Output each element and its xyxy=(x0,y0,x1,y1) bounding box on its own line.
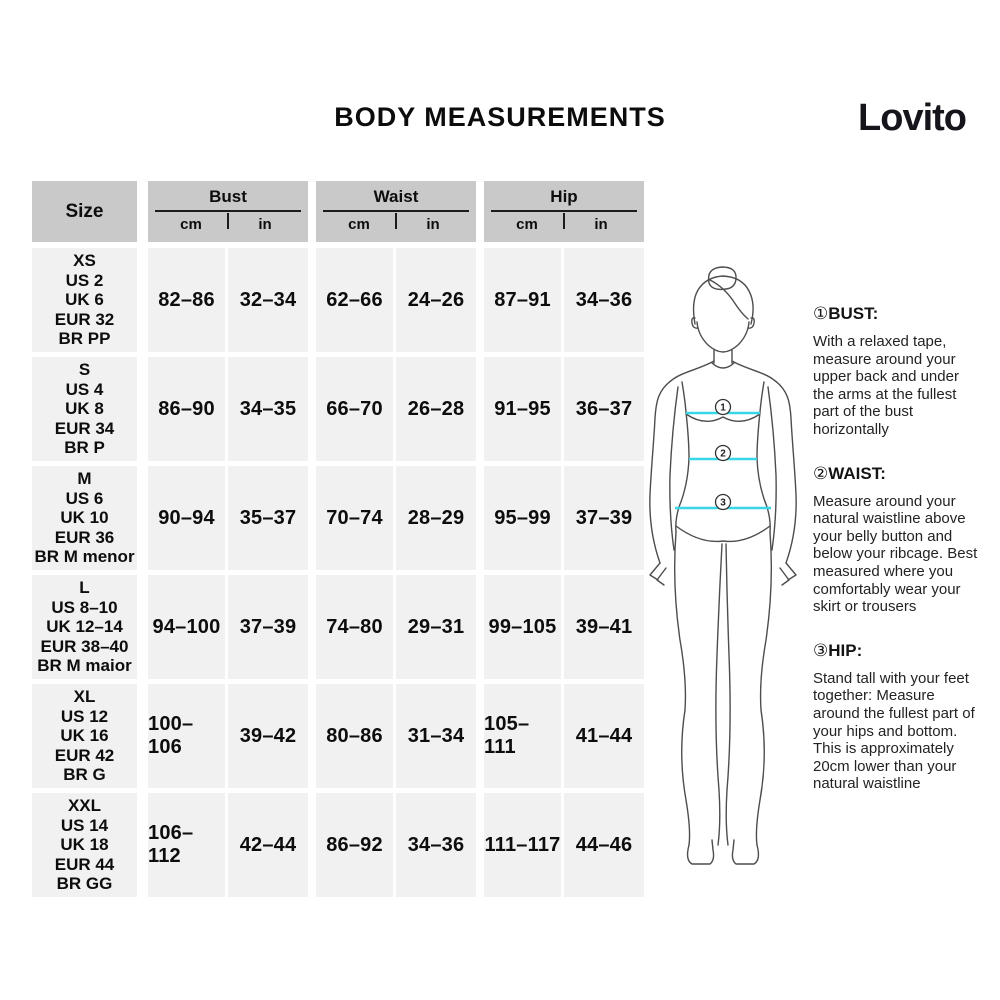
waist-column-group-header xyxy=(316,181,476,242)
size-line: EUR 42 xyxy=(54,745,115,765)
waist-cm-cell: 86–92 xyxy=(316,793,393,897)
waist-cm-cell: 62–66 xyxy=(316,248,393,352)
hip-cm-cell: 95–99 xyxy=(484,466,561,570)
waist-cm-cell: 66–70 xyxy=(316,357,393,461)
waist-guide-section xyxy=(813,464,983,616)
hair-sweep xyxy=(710,280,748,319)
waist-in-cell: 28–29 xyxy=(396,466,476,570)
waist-in-cell: 26–28 xyxy=(396,357,476,461)
left-foot xyxy=(688,840,714,864)
size-line: L xyxy=(79,578,90,598)
table-body xyxy=(32,248,644,897)
size-line: S xyxy=(78,360,91,380)
units-row xyxy=(491,210,637,236)
group-label: Hip xyxy=(550,187,578,206)
size-line: UK 8 xyxy=(65,399,104,419)
waist-guide-heading xyxy=(813,464,983,484)
size-cell xyxy=(32,575,137,679)
waist-cm-cell: 70–74 xyxy=(316,466,393,570)
group-label: Bust xyxy=(209,187,247,206)
bust-in-cell: 35–37 xyxy=(228,466,308,570)
hip-guide-section xyxy=(813,641,983,793)
hip-cm-cell: 105–111 xyxy=(484,684,561,788)
hip-cm-cell: 111–117 xyxy=(484,793,561,897)
units-row xyxy=(323,210,469,236)
size-line: EUR 32 xyxy=(54,309,115,329)
unit-in-label: in xyxy=(426,216,440,233)
size-line: US 12 xyxy=(60,706,109,726)
bust-in-cell: 39–42 xyxy=(228,684,308,788)
size-line: XXL xyxy=(67,796,102,816)
size-table xyxy=(32,181,644,902)
size-line: US 2 xyxy=(65,270,104,290)
waist-cm-cell: 80–86 xyxy=(316,684,393,788)
size-cell xyxy=(32,466,137,570)
size-line: M xyxy=(77,469,92,489)
measuring-guide xyxy=(813,304,983,818)
size-cell xyxy=(32,684,137,788)
body-outline xyxy=(650,267,796,864)
body-figure-svg xyxy=(630,260,800,890)
unit-in-label: in xyxy=(258,216,272,233)
size-line: BR G xyxy=(63,765,106,785)
waist-guide-label: WAIST: xyxy=(828,463,886,483)
face-outline xyxy=(697,322,749,352)
table-row xyxy=(32,466,644,570)
unit-cm-label: cm xyxy=(516,216,538,233)
body-figure-illustration xyxy=(630,260,800,890)
bust-guide-heading xyxy=(813,304,983,324)
waist-in-cell: 31–34 xyxy=(396,684,476,788)
size-column-header: Size xyxy=(32,181,137,242)
waist-in-cell: 29–31 xyxy=(396,575,476,679)
size-line: EUR 34 xyxy=(54,418,115,438)
unit-cm-label: cm xyxy=(348,216,370,233)
size-line: UK 6 xyxy=(65,290,104,310)
measure-markers xyxy=(716,400,731,510)
circled-2-icon: ② xyxy=(813,463,829,483)
size-line: XL xyxy=(73,687,96,707)
size-line: BR GG xyxy=(56,874,113,894)
table-row xyxy=(32,684,644,788)
bust-cm-cell: 106–112 xyxy=(148,793,225,897)
table-row xyxy=(32,357,644,461)
hip-in-cell: 44–46 xyxy=(564,793,644,897)
bust-in-cell: 34–35 xyxy=(228,357,308,461)
hip-cm-cell: 91–95 xyxy=(484,357,561,461)
marker-1-number: 1 xyxy=(720,402,726,414)
hip-cm-cell: 99–105 xyxy=(484,575,561,679)
bust-in-cell: 32–34 xyxy=(228,248,308,352)
table-row xyxy=(32,575,644,679)
left-hand xyxy=(650,563,666,585)
hip-in-cell: 34–36 xyxy=(564,248,644,352)
hip-guide-body: Stand tall with your feet together: Measure around the fullest part of your hips and bottom. This is approximately 20cm lower than your natural waistline xyxy=(813,669,975,793)
bust-column-group-header xyxy=(148,181,308,242)
units-row xyxy=(155,210,301,236)
size-line: EUR 44 xyxy=(54,854,115,874)
marker-2-number: 2 xyxy=(720,448,726,460)
size-line: UK 10 xyxy=(60,508,109,528)
size-line: XS xyxy=(73,251,96,271)
circled-3-icon: ③ xyxy=(813,640,829,660)
size-cell xyxy=(32,248,137,352)
hip-guide-label: HIP: xyxy=(828,640,863,660)
bust-in-cell: 37–39 xyxy=(228,575,308,679)
underwear-line xyxy=(676,526,770,541)
hip-in-cell: 36–37 xyxy=(564,357,644,461)
size-line: BR M menor xyxy=(34,547,135,567)
size-line: US 14 xyxy=(60,815,109,835)
right-foot xyxy=(732,840,758,864)
bust-guide-label: BUST: xyxy=(828,304,879,323)
bust-in-cell: 42–44 xyxy=(228,793,308,897)
marker-3-number: 3 xyxy=(720,497,726,509)
waist-in-cell: 34–36 xyxy=(396,793,476,897)
size-cell xyxy=(32,357,137,461)
size-line: BR PP xyxy=(58,329,111,349)
hip-guide-heading xyxy=(813,641,983,661)
hip-in-cell: 37–39 xyxy=(564,466,644,570)
size-line: UK 18 xyxy=(60,835,109,855)
hip-in-cell: 39–41 xyxy=(564,575,644,679)
circled-1-icon: ① xyxy=(813,304,829,323)
size-line: US 8–10 xyxy=(51,597,118,617)
bust-cm-cell: 94–100 xyxy=(148,575,225,679)
size-line: UK 16 xyxy=(60,726,109,746)
right-hand xyxy=(780,563,796,585)
bust-cm-cell: 100–106 xyxy=(148,684,225,788)
unit-in-label: in xyxy=(594,216,608,233)
lovito-logo: Lovito xyxy=(858,97,966,139)
bust-cm-cell: 86–90 xyxy=(148,357,225,461)
waist-guide-body: Measure around your natural waistline above your belly button and below your ribcage. Best measured where you comfortably wear your skirt or trousers xyxy=(813,492,978,616)
bust-guide-body: With a relaxed tape, measure around your upper back and under the arms at the fullest part of the bust horizontally xyxy=(813,333,959,438)
waist-in-cell: 24–26 xyxy=(396,248,476,352)
size-line: BR M maior xyxy=(37,656,132,676)
group-label: Waist xyxy=(373,187,419,206)
hip-column-group-header xyxy=(484,181,644,242)
page-title: BODY MEASUREMENTS xyxy=(334,102,666,132)
size-line: EUR 36 xyxy=(54,527,115,547)
waist-cm-cell: 74–80 xyxy=(316,575,393,679)
bust-guide-section xyxy=(813,304,983,439)
bust-cm-cell: 90–94 xyxy=(148,466,225,570)
size-line: US 6 xyxy=(65,488,104,508)
unit-cm-label: cm xyxy=(180,216,202,233)
hip-cm-cell: 87–91 xyxy=(484,248,561,352)
bust-cm-cell: 82–86 xyxy=(148,248,225,352)
table-row xyxy=(32,793,644,897)
table-row xyxy=(32,248,644,352)
size-line: EUR 38–40 xyxy=(40,636,129,656)
size-line: BR P xyxy=(64,438,105,458)
size-line: US 4 xyxy=(65,379,104,399)
table-header-row xyxy=(32,181,644,242)
hip-in-cell: 41–44 xyxy=(564,684,644,788)
size-cell xyxy=(32,793,137,897)
size-line: UK 12–14 xyxy=(46,617,123,637)
